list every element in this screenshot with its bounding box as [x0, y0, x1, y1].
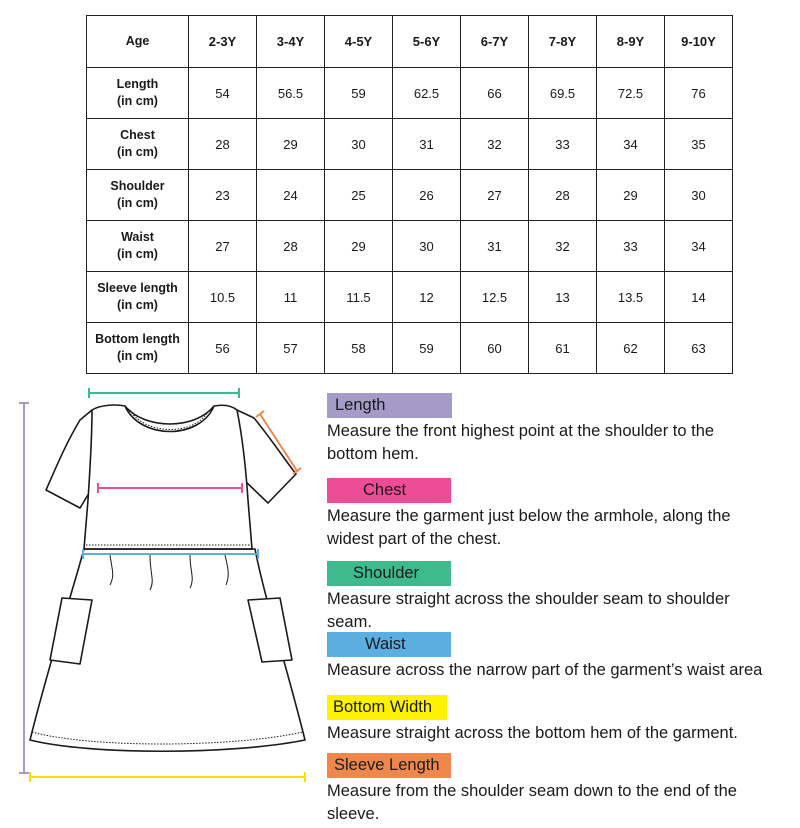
table-cell: 10.5: [189, 272, 257, 323]
row-label: [87, 119, 189, 170]
table-cell: 35: [665, 119, 733, 170]
size-chart-table: [86, 15, 733, 374]
legend-waist: [327, 632, 800, 682]
row-label-name: Chest: [120, 128, 155, 142]
table-cell: 24: [257, 170, 325, 221]
legend-tag-length: Length: [327, 393, 452, 418]
legend-desc-length: Measure the front highest point at the shoulder to the bottom hem.: [327, 422, 715, 463]
table-cell: 32: [529, 221, 597, 272]
table-cell: 25: [325, 170, 393, 221]
row-label-name: Bottom length: [95, 332, 180, 346]
table-row: [87, 221, 733, 272]
header-age-5-6Y: 5-6Y: [393, 16, 461, 68]
table-cell: 33: [529, 119, 597, 170]
table-cell: 32: [461, 119, 529, 170]
table-row: [87, 272, 733, 323]
table-cell: 62.5: [393, 68, 461, 119]
table-cell: 61: [529, 323, 597, 374]
row-label: [87, 221, 189, 272]
dress-bodice: [84, 405, 252, 549]
table-cell: 28: [189, 119, 257, 170]
table-cell: 54: [189, 68, 257, 119]
row-label-unit: (in cm): [117, 298, 158, 312]
row-label: [87, 170, 189, 221]
table-cell: 28: [529, 170, 597, 221]
table-cell: 12.5: [461, 272, 529, 323]
table-cell: 62: [597, 323, 665, 374]
table-cell: 27: [461, 170, 529, 221]
table-cell: 33: [597, 221, 665, 272]
row-label-name: Length: [116, 77, 159, 91]
table-row: [87, 119, 733, 170]
table-cell: 66: [461, 68, 529, 119]
table-cell: 23: [189, 170, 257, 221]
table-cell: 34: [665, 221, 733, 272]
table-cell: 12: [393, 272, 461, 323]
table-row: [87, 170, 733, 221]
table-cell: 29: [597, 170, 665, 221]
legend-tag-shoulder: Shoulder: [327, 561, 451, 586]
legend-desc-chest: Measure the garment just below the armhole, along the widest part of the chest.: [327, 507, 731, 548]
table-cell: 59: [393, 323, 461, 374]
table-cell: 14: [665, 272, 733, 323]
row-label-unit: (in cm): [117, 94, 158, 108]
row-label-unit: (in cm): [117, 196, 158, 210]
header-age-8-9Y: 8-9Y: [597, 16, 665, 68]
table-cell: 11.5: [325, 272, 393, 323]
table-cell: 63: [665, 323, 733, 374]
legend-chest: [327, 478, 800, 551]
header-age-6-7Y: 6-7Y: [461, 16, 529, 68]
table-cell: 13: [529, 272, 597, 323]
row-label-name: Waist: [121, 230, 154, 244]
table-cell: 31: [461, 221, 529, 272]
legend-tag-chest: Chest: [327, 478, 451, 503]
table-cell: 30: [665, 170, 733, 221]
table-cell: 56.5: [257, 68, 325, 119]
table-row: [87, 68, 733, 119]
row-label-unit: (in cm): [117, 349, 158, 363]
row-label: [87, 272, 189, 323]
legend-desc-sleeve-length: Measure from the shoulder seam down to the end of the sleeve.: [327, 782, 737, 823]
legend-bottom-width: [327, 695, 800, 745]
row-label-name: Sleeve length: [97, 281, 178, 295]
table-header-row: [87, 16, 733, 68]
table-cell: 31: [393, 119, 461, 170]
table-cell: 59: [325, 68, 393, 119]
table-cell: 30: [325, 119, 393, 170]
header-age-3-4Y: 3-4Y: [257, 16, 325, 68]
legend-desc-bottom-width: Measure straight across the bottom hem of the garment.: [327, 724, 738, 742]
row-label-unit: (in cm): [117, 145, 158, 159]
table-cell: 27: [189, 221, 257, 272]
table-cell: 28: [257, 221, 325, 272]
table-cell: 29: [325, 221, 393, 272]
table-cell: 56: [189, 323, 257, 374]
header-age-4-5Y: 4-5Y: [325, 16, 393, 68]
table-cell: 11: [257, 272, 325, 323]
header-age-label: Age: [87, 16, 189, 68]
legend-desc-shoulder: Measure straight across the shoulder seam to shoulder seam.: [327, 590, 730, 631]
header-age-2-3Y: 2-3Y: [189, 16, 257, 68]
table-cell: 60: [461, 323, 529, 374]
header-age-9-10Y: 9-10Y: [665, 16, 733, 68]
legend-length: [327, 393, 800, 466]
legend-shoulder: [327, 561, 800, 634]
table-row: [87, 323, 733, 374]
legend-tag-sleeve-length: Sleeve Length: [327, 753, 451, 778]
table-cell: 30: [393, 221, 461, 272]
legend-tag-bottom-width: Bottom Width: [327, 695, 447, 720]
table-cell: 58: [325, 323, 393, 374]
table-cell: 29: [257, 119, 325, 170]
row-label-name: Shoulder: [110, 179, 165, 193]
table-cell: 26: [393, 170, 461, 221]
row-label-unit: (in cm): [117, 247, 158, 261]
table-cell: 69.5: [529, 68, 597, 119]
dress-illustration: [0, 380, 320, 790]
header-age-7-8Y: 7-8Y: [529, 16, 597, 68]
table-cell: 72.5: [597, 68, 665, 119]
legend-sleeve-length: [327, 753, 800, 826]
legend-desc-waist: Measure across the narrow part of the garment’s waist area: [327, 661, 763, 679]
row-label: [87, 68, 189, 119]
table-cell: 57: [257, 323, 325, 374]
legend-tag-waist: Waist: [327, 632, 451, 657]
table-cell: 34: [597, 119, 665, 170]
table-cell: 76: [665, 68, 733, 119]
table-cell: 13.5: [597, 272, 665, 323]
row-label: [87, 323, 189, 374]
